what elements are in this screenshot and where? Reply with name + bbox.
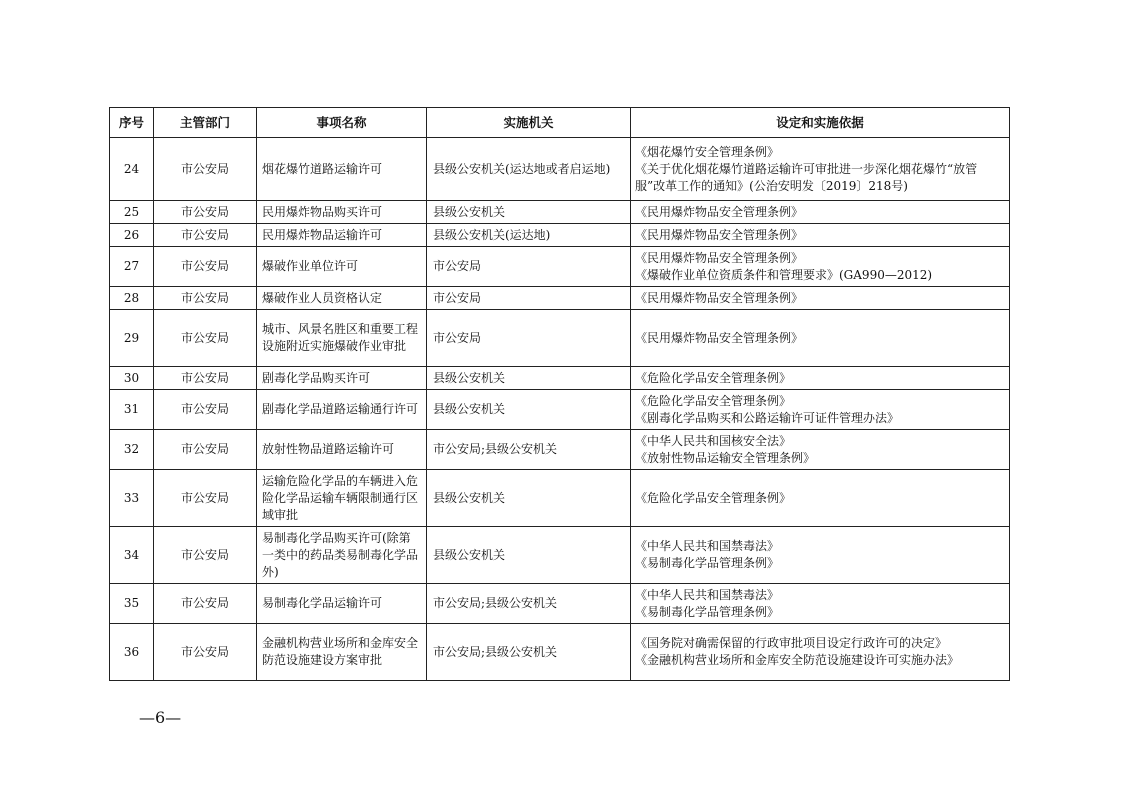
cell-seq: 30 (110, 367, 154, 390)
cell-seq: 25 (110, 201, 154, 224)
cell-basis (631, 470, 1010, 527)
table-row (110, 430, 1010, 470)
cell-dept: 市公安局 (154, 390, 257, 430)
table-row (110, 624, 1010, 681)
cell-dept: 市公安局 (154, 470, 257, 527)
cell-authority: 县级公安机关(运达地) (427, 224, 631, 247)
cell-dept: 市公安局 (154, 224, 257, 247)
table-row (110, 247, 1010, 287)
basis-line: 《放射性物品运输安全管理条例》 (635, 450, 816, 465)
basis-line: 《易制毒化学品管理条例》 (635, 604, 780, 619)
table-header-row (110, 108, 1010, 138)
basis-line: 《中华人民共和国禁毒法》 (635, 539, 780, 553)
basis-line: 《危险化学品安全管理条例》 (635, 490, 792, 505)
cell-dept: 市公安局 (154, 367, 257, 390)
header-seq: 序号 (110, 108, 154, 138)
cell-seq: 28 (110, 287, 154, 310)
cell-item-name: 爆破作业人员资格认定 (257, 287, 427, 310)
basis-line: 《剧毒化学品购买和公路运输许可证件管理办法》 (635, 410, 900, 425)
table-row (110, 287, 1010, 310)
cell-seq: 29 (110, 310, 154, 367)
basis-line: 《民用爆炸物品安全管理条例》 (635, 290, 804, 305)
cell-dept: 市公安局 (154, 584, 257, 624)
basis-line: 《民用爆炸物品安全管理条例》 (635, 204, 804, 219)
cell-basis (631, 390, 1010, 430)
cell-basis (631, 138, 1010, 201)
basis-line: 《中华人民共和国禁毒法》 (635, 587, 780, 602)
cell-authority: 市公安局 (427, 287, 631, 310)
cell-authority: 县级公安机关 (427, 201, 631, 224)
cell-dept: 市公安局 (154, 430, 257, 470)
cell-dept: 市公安局 (154, 247, 257, 287)
page-number: —6— (139, 708, 182, 727)
table-row (110, 584, 1010, 624)
basis-line: 《民用爆炸物品安全管理条例》 (635, 227, 804, 242)
table-row (110, 224, 1010, 247)
basis-line: 《国务院对确需保留的行政审批项目设定行政许可的决定》 (635, 636, 948, 650)
basis-line: 《危险化学品安全管理条例》 (635, 370, 792, 385)
cell-seq: 34 (110, 527, 154, 584)
header-authority: 实施机关 (427, 108, 631, 138)
table-row (110, 390, 1010, 430)
basis-line: 《易制毒化学品管理条例》 (635, 556, 780, 570)
cell-basis (631, 584, 1010, 624)
cell-authority: 市公安局;县级公安机关 (427, 624, 631, 681)
cell-basis (631, 367, 1010, 390)
header-basis: 设定和实施依据 (631, 108, 1010, 138)
cell-dept: 市公安局 (154, 287, 257, 310)
basis-line: 《中华人民共和国核安全法》 (635, 433, 792, 448)
cell-item-name: 剧毒化学品购买许可 (257, 367, 427, 390)
basis-line: 《烟花爆竹安全管理条例》 (635, 144, 780, 159)
basis-line: 《民用爆炸物品安全管理条例》 (635, 330, 804, 345)
cell-seq: 36 (110, 624, 154, 681)
basis-line: 《民用爆炸物品安全管理条例》 (635, 250, 804, 265)
cell-item-name: 易制毒化学品运输许可 (257, 584, 427, 624)
cell-basis (631, 287, 1010, 310)
cell-basis (631, 310, 1010, 367)
basis-line: 《爆破作业单位资质条件和管理要求》(GA990—2012) (635, 267, 933, 282)
cell-authority: 县级公安机关(运达地或者启运地) (427, 138, 631, 201)
cell-seq: 31 (110, 390, 154, 430)
cell-dept: 市公安局 (154, 310, 257, 367)
cell-seq: 24 (110, 138, 154, 201)
cell-dept: 市公安局 (154, 527, 257, 584)
cell-dept: 市公安局 (154, 201, 257, 224)
cell-item-name: 剧毒化学品道路运输通行许可 (257, 390, 427, 430)
cell-authority: 市公安局;县级公安机关 (427, 430, 631, 470)
cell-item-name: 金融机构营业场所和金库安全防范设施建设方案审批 (257, 624, 427, 681)
cell-item-name: 民用爆炸物品购买许可 (257, 201, 427, 224)
cell-seq: 33 (110, 470, 154, 527)
header-item-name: 事项名称 (257, 108, 427, 138)
basis-line: 《关于优化烟花爆竹道路运输许可审批进一步深化烟花爆竹“放管服”改革工作的通知》(公治安明发〔2019〕218号) (635, 161, 978, 193)
cell-authority: 县级公安机关 (427, 390, 631, 430)
cell-authority: 市公安局 (427, 247, 631, 287)
cell-item-name: 放射性物品道路运输许可 (257, 430, 427, 470)
cell-authority: 县级公安机关 (427, 527, 631, 584)
table-row (110, 310, 1010, 367)
cell-basis (631, 624, 1010, 681)
cell-dept: 市公安局 (154, 624, 257, 681)
cell-item-name: 城市、风景名胜区和重要工程设施附近实施爆破作业审批 (257, 310, 427, 367)
cell-authority: 县级公安机关 (427, 470, 631, 527)
cell-authority: 市公安局;县级公安机关 (427, 584, 631, 624)
cell-item-name: 民用爆炸物品运输许可 (257, 224, 427, 247)
cell-authority: 市公安局 (427, 310, 631, 367)
cell-seq: 35 (110, 584, 154, 624)
table-row (110, 138, 1010, 201)
table-row (110, 367, 1010, 390)
cell-basis (631, 201, 1010, 224)
cell-seq: 32 (110, 430, 154, 470)
cell-item-name: 运输危险化学品的车辆进入危险化学品运输车辆限制通行区域审批 (257, 470, 427, 527)
cell-authority: 县级公安机关 (427, 367, 631, 390)
table-row (110, 201, 1010, 224)
cell-basis (631, 247, 1010, 287)
header-dept: 主管部门 (154, 108, 257, 138)
cell-basis (631, 430, 1010, 470)
cell-seq: 27 (110, 247, 154, 287)
cell-dept: 市公安局 (154, 138, 257, 201)
table-row (110, 527, 1010, 584)
cell-item-name: 易制毒化学品购买许可(除第一类中的药品类易制毒化学品外) (257, 527, 427, 584)
items-table (109, 107, 1010, 681)
cell-item-name: 烟花爆竹道路运输许可 (257, 138, 427, 201)
cell-item-name: 爆破作业单位许可 (257, 247, 427, 287)
basis-line: 《金融机构营业场所和金库安全防范设施建设许可实施办法》 (635, 653, 960, 667)
table-row (110, 470, 1010, 527)
basis-line: 《危险化学品安全管理条例》 (635, 393, 792, 408)
cell-basis (631, 527, 1010, 584)
cell-seq: 26 (110, 224, 154, 247)
cell-basis (631, 224, 1010, 247)
